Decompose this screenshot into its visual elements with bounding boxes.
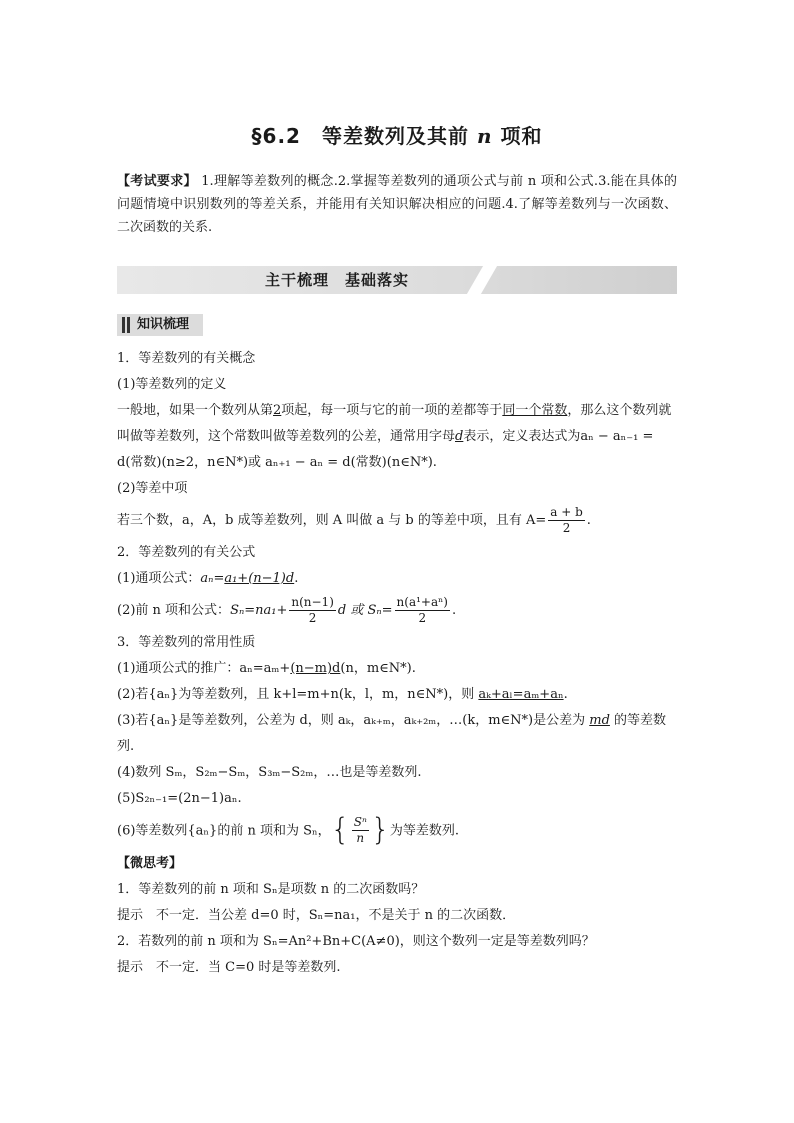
f2-fraction2	[395, 595, 450, 626]
mid-fraction	[548, 505, 585, 536]
right-brace-icon: }	[370, 812, 390, 848]
think-a2: 提示 不一定．当 C=0 时是等差数列.	[117, 959, 341, 975]
title-suffix: 项和	[492, 124, 543, 148]
think-q1: 1．等差数列的前 n 项和 Sₙ是项数 n 的二次函数吗？	[117, 881, 425, 897]
f1-lhs: aₙ=	[200, 571, 225, 586]
p2-u: aₖ+aₗ=aₘ+aₙ	[478, 687, 564, 702]
def-u3: d	[455, 429, 464, 444]
title-prefix: §6.2 等差数列及其前	[251, 124, 477, 148]
s3-heading: 3．等差数列的常用性质	[117, 635, 256, 650]
p6-num: Sⁿ	[353, 815, 367, 829]
requirements-tag: 【考试要求】	[117, 174, 197, 189]
f1-label: (1)通项公式：	[117, 571, 201, 586]
tag-bar-icon-2	[127, 317, 130, 333]
p1-b: (n，m∈N*).	[340, 661, 416, 676]
p6-brace-group	[331, 812, 390, 850]
s2-formula2: (2)前 n 项和公式：Sₙ=na₁+ $\frac{n(n-1)}{2}$ d 或 Sₙ= $\frac{\text{n(a¹+aⁿ)}}{2}$ .	[117, 595, 457, 625]
f2-mid: d 或 Sₙ=	[337, 603, 393, 618]
s3-p4: (4)数列 Sₘ，S₂ₘ−Sₘ，S₃ₘ−S₂ₘ，…也是等差数列.	[117, 765, 422, 780]
p6-a: (6)等差数列{aₙ}的前 n 项和为 Sₙ，	[117, 823, 331, 839]
p6-b: 为等差数列.	[389, 823, 460, 839]
knowledge-tag-text: 知识梳理	[137, 317, 190, 332]
def-u2: 同一个常数	[502, 403, 568, 418]
def-c: ，那么这个数列就叫做等差数列，这个常数叫做等差数列的公差，通常用字母	[117, 403, 672, 444]
p1-u: (n−m)d	[290, 661, 341, 676]
f1-rhs: a₁+(n−1)d	[224, 571, 295, 586]
s3-p1	[117, 656, 679, 682]
think-q2: 2．若数列的前 n 项和为 Sₙ=An²+Bn+C(A≠0)，则这个数列一定是等差数列吗？	[117, 933, 595, 949]
p1-a: (1)通项公式的推广：aₙ=aₘ+	[117, 661, 291, 676]
mid-text: 若三个数，a，A，b 成等差数列，则 A 叫做 a 与 b 的等差中项，且有 A=	[117, 513, 547, 528]
s1-middle-term: 若三个数，a，A，b 成等差数列，则 A 叫做 a 与 b 的等差中项，且有 A= $\frac{a + b}{2}$ .	[117, 505, 591, 535]
s1-definition	[117, 398, 679, 476]
section-banner	[117, 266, 677, 294]
def-d: 表示，定义表达式为	[463, 429, 581, 444]
s3-p3	[117, 708, 679, 760]
def-b: 项起，每一项与它的前一项的差都等于	[281, 403, 503, 418]
f2-den: 2	[308, 611, 317, 625]
f2-label: (2)前 n 项和公式：	[117, 603, 231, 618]
f2-lhs: Sₙ=na₁+	[230, 603, 288, 618]
content-body	[117, 346, 679, 981]
f2-num2: n(a¹+aⁿ)	[396, 595, 448, 609]
title-var: n	[476, 124, 493, 148]
f2-fraction	[289, 595, 336, 626]
f2-num: n(n−1)	[291, 595, 334, 609]
p3-u: md	[589, 713, 610, 728]
s1-sub2: (2)等差中项	[117, 481, 188, 496]
def-formula: aₙ − aₙ₋₁ = d(常数)(n≥2，n∈N*)或 aₙ₊₁ − aₙ = d(常数)(n∈N*).	[117, 429, 654, 470]
page-title	[0, 120, 794, 149]
p3-b: 的等差数列.	[117, 713, 667, 754]
exam-requirements	[117, 170, 677, 239]
f2-den2: 2	[418, 611, 427, 625]
s2-formula1: (1)通项公式：aₙ=a₁+(n−1)d.	[117, 571, 299, 586]
def-a: 一般地，如果一个数列从第	[117, 403, 274, 418]
think-a1: 提示 不一定．当公差 d=0 时，Sₙ=na₁，不是关于 n 的二次函数．	[117, 907, 516, 923]
p2-a: (2)若{aₙ}为等差数列，且 k+l=m+n(k，l，m，n∈N*)，则	[117, 687, 479, 702]
requirements-text: 1.理解等差数列的概念.2.掌握等差数列的通项公式与前 n 项和公式.3.能在具体的问题情境中识别数列的等差关系，并能用有关知识解决相应的问题.4.了解等差数列与一次函数、二次函数的关系.	[117, 174, 677, 235]
s1-sub1: (1)等差数列的定义	[117, 377, 227, 392]
p3-a: (3)若{aₙ}是等差数列，公差为 d，则 aₖ，aₖ₊ₘ，aₖ₊₂ₘ，…(k，m∈N*)是公差为	[117, 713, 590, 728]
think-heading: 【微思考】	[117, 855, 183, 871]
knowledge-tag	[117, 314, 203, 336]
p6-den: n	[356, 831, 365, 845]
banner-text: 主干梳理 基础落实	[264, 271, 409, 289]
s3-p2: (2)若{aₙ}为等差数列，且 k+l=m+n(k，l，m，n∈N*)，则 aₖ+aₗ=aₘ+aₙ.	[117, 687, 568, 702]
s2-heading: 2．等差数列的有关公式	[117, 545, 256, 560]
s3-p6	[117, 812, 679, 851]
tag-bar-icon	[122, 317, 125, 333]
mid-num: a + b	[550, 505, 583, 519]
s1-heading: 1．等差数列的有关概念	[117, 351, 256, 366]
mid-den: 2	[562, 521, 571, 535]
def-u1: 2	[273, 403, 282, 418]
left-brace-icon: {	[330, 812, 350, 848]
p6-fraction	[352, 815, 369, 846]
s3-p5: (5)S₂ₙ₋₁=(2n−1)aₙ.	[117, 791, 242, 806]
